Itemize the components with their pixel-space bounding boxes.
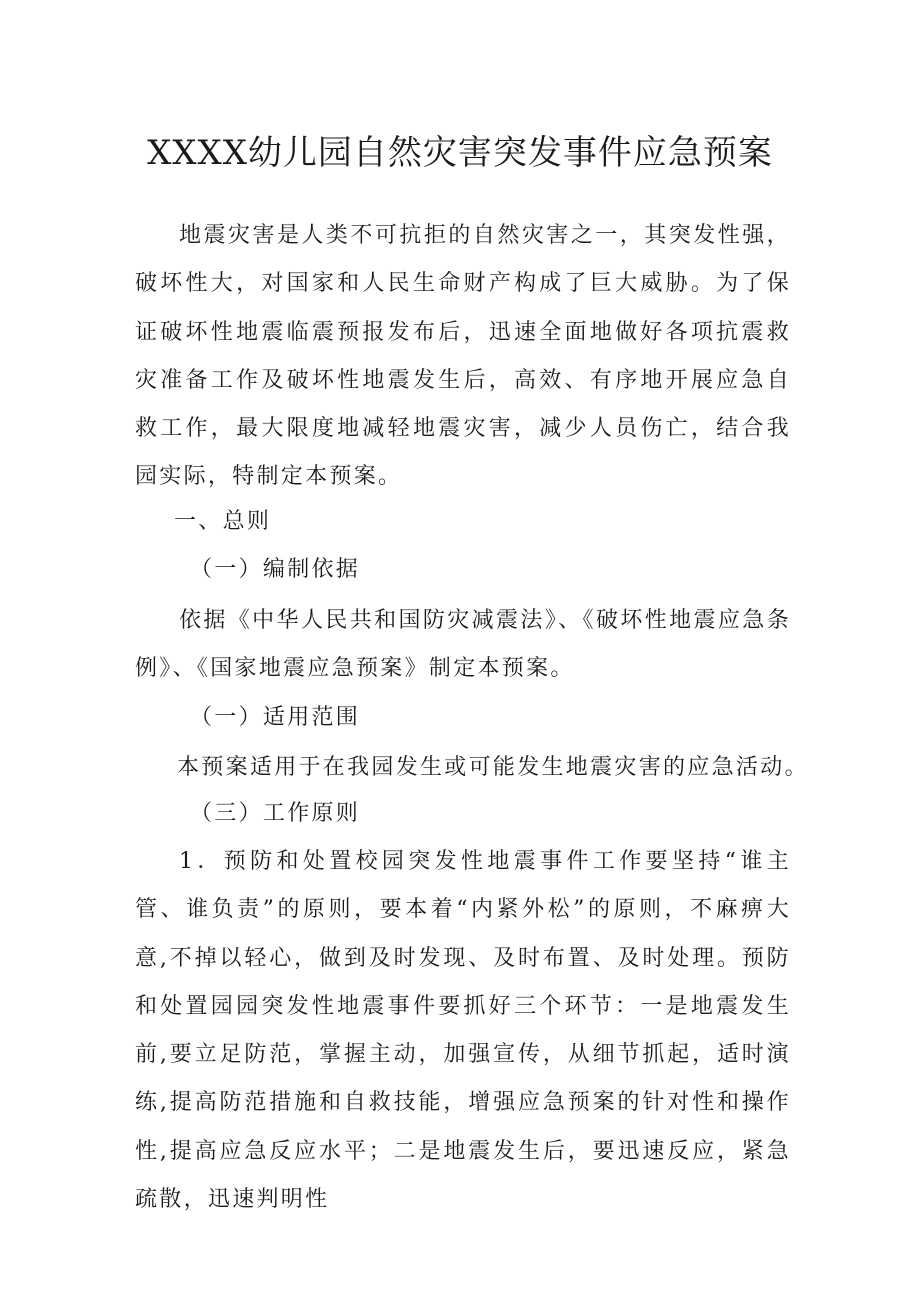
subsection-heading-principles: （三）工作原则 [190, 801, 361, 826]
intro-paragraph: 地震灾害是人类不可抗拒的自然灾害之一，其突发性强，破坏性大，对国家和人民生命财产构成了巨大威胁。为了保证破坏性地震临震预报发布后，迅速全面地做好各项抗震救灾准备工作及破坏性地震发生后，高效、有序地开展应急自救工作，最大限度地减轻地震灾害，减少人员伤亡，结合我园实际，特制定本预案。 [135, 223, 791, 490]
document-title: XXXX幼儿园自然灾害突发事件应急预案 [147, 133, 773, 173]
subsection-heading-basis: （一）编制依据 [190, 557, 361, 582]
section-heading-general: 一、总则 [174, 509, 272, 534]
scope-paragraph: 本预案适用于在我园发生或可能发生地震灾害的应急活动。 [177, 755, 809, 780]
principle-paragraph-1: 1．预防和处置校园突发性地震事件工作要坚持“谁主管、谁负责”的原则，要本着“内紧外松”的原则，不麻痹大意,不掉以轻心，做到及时发现、及时布置、及时处理。预防和处置园园突发性地震事件要抓好三个环节：一是地震发生前,要立足防范，掌握主动，加强宣传，从细节抓起，适时演练,提高防范措施和自救技能，增强应急预案的针对性和操作性,提高应急反应水平；二是地震发生后，要迅速反应，紧急疏散，迅速判明性 [135, 849, 791, 1213]
subsection-heading-scope: （一）适用范围 [190, 705, 361, 730]
basis-paragraph: 依据《中华人民共和国防灾减震法》、《破坏性地震应急条例》、《国家地震应急预案》制定本预案。 [135, 608, 791, 682]
